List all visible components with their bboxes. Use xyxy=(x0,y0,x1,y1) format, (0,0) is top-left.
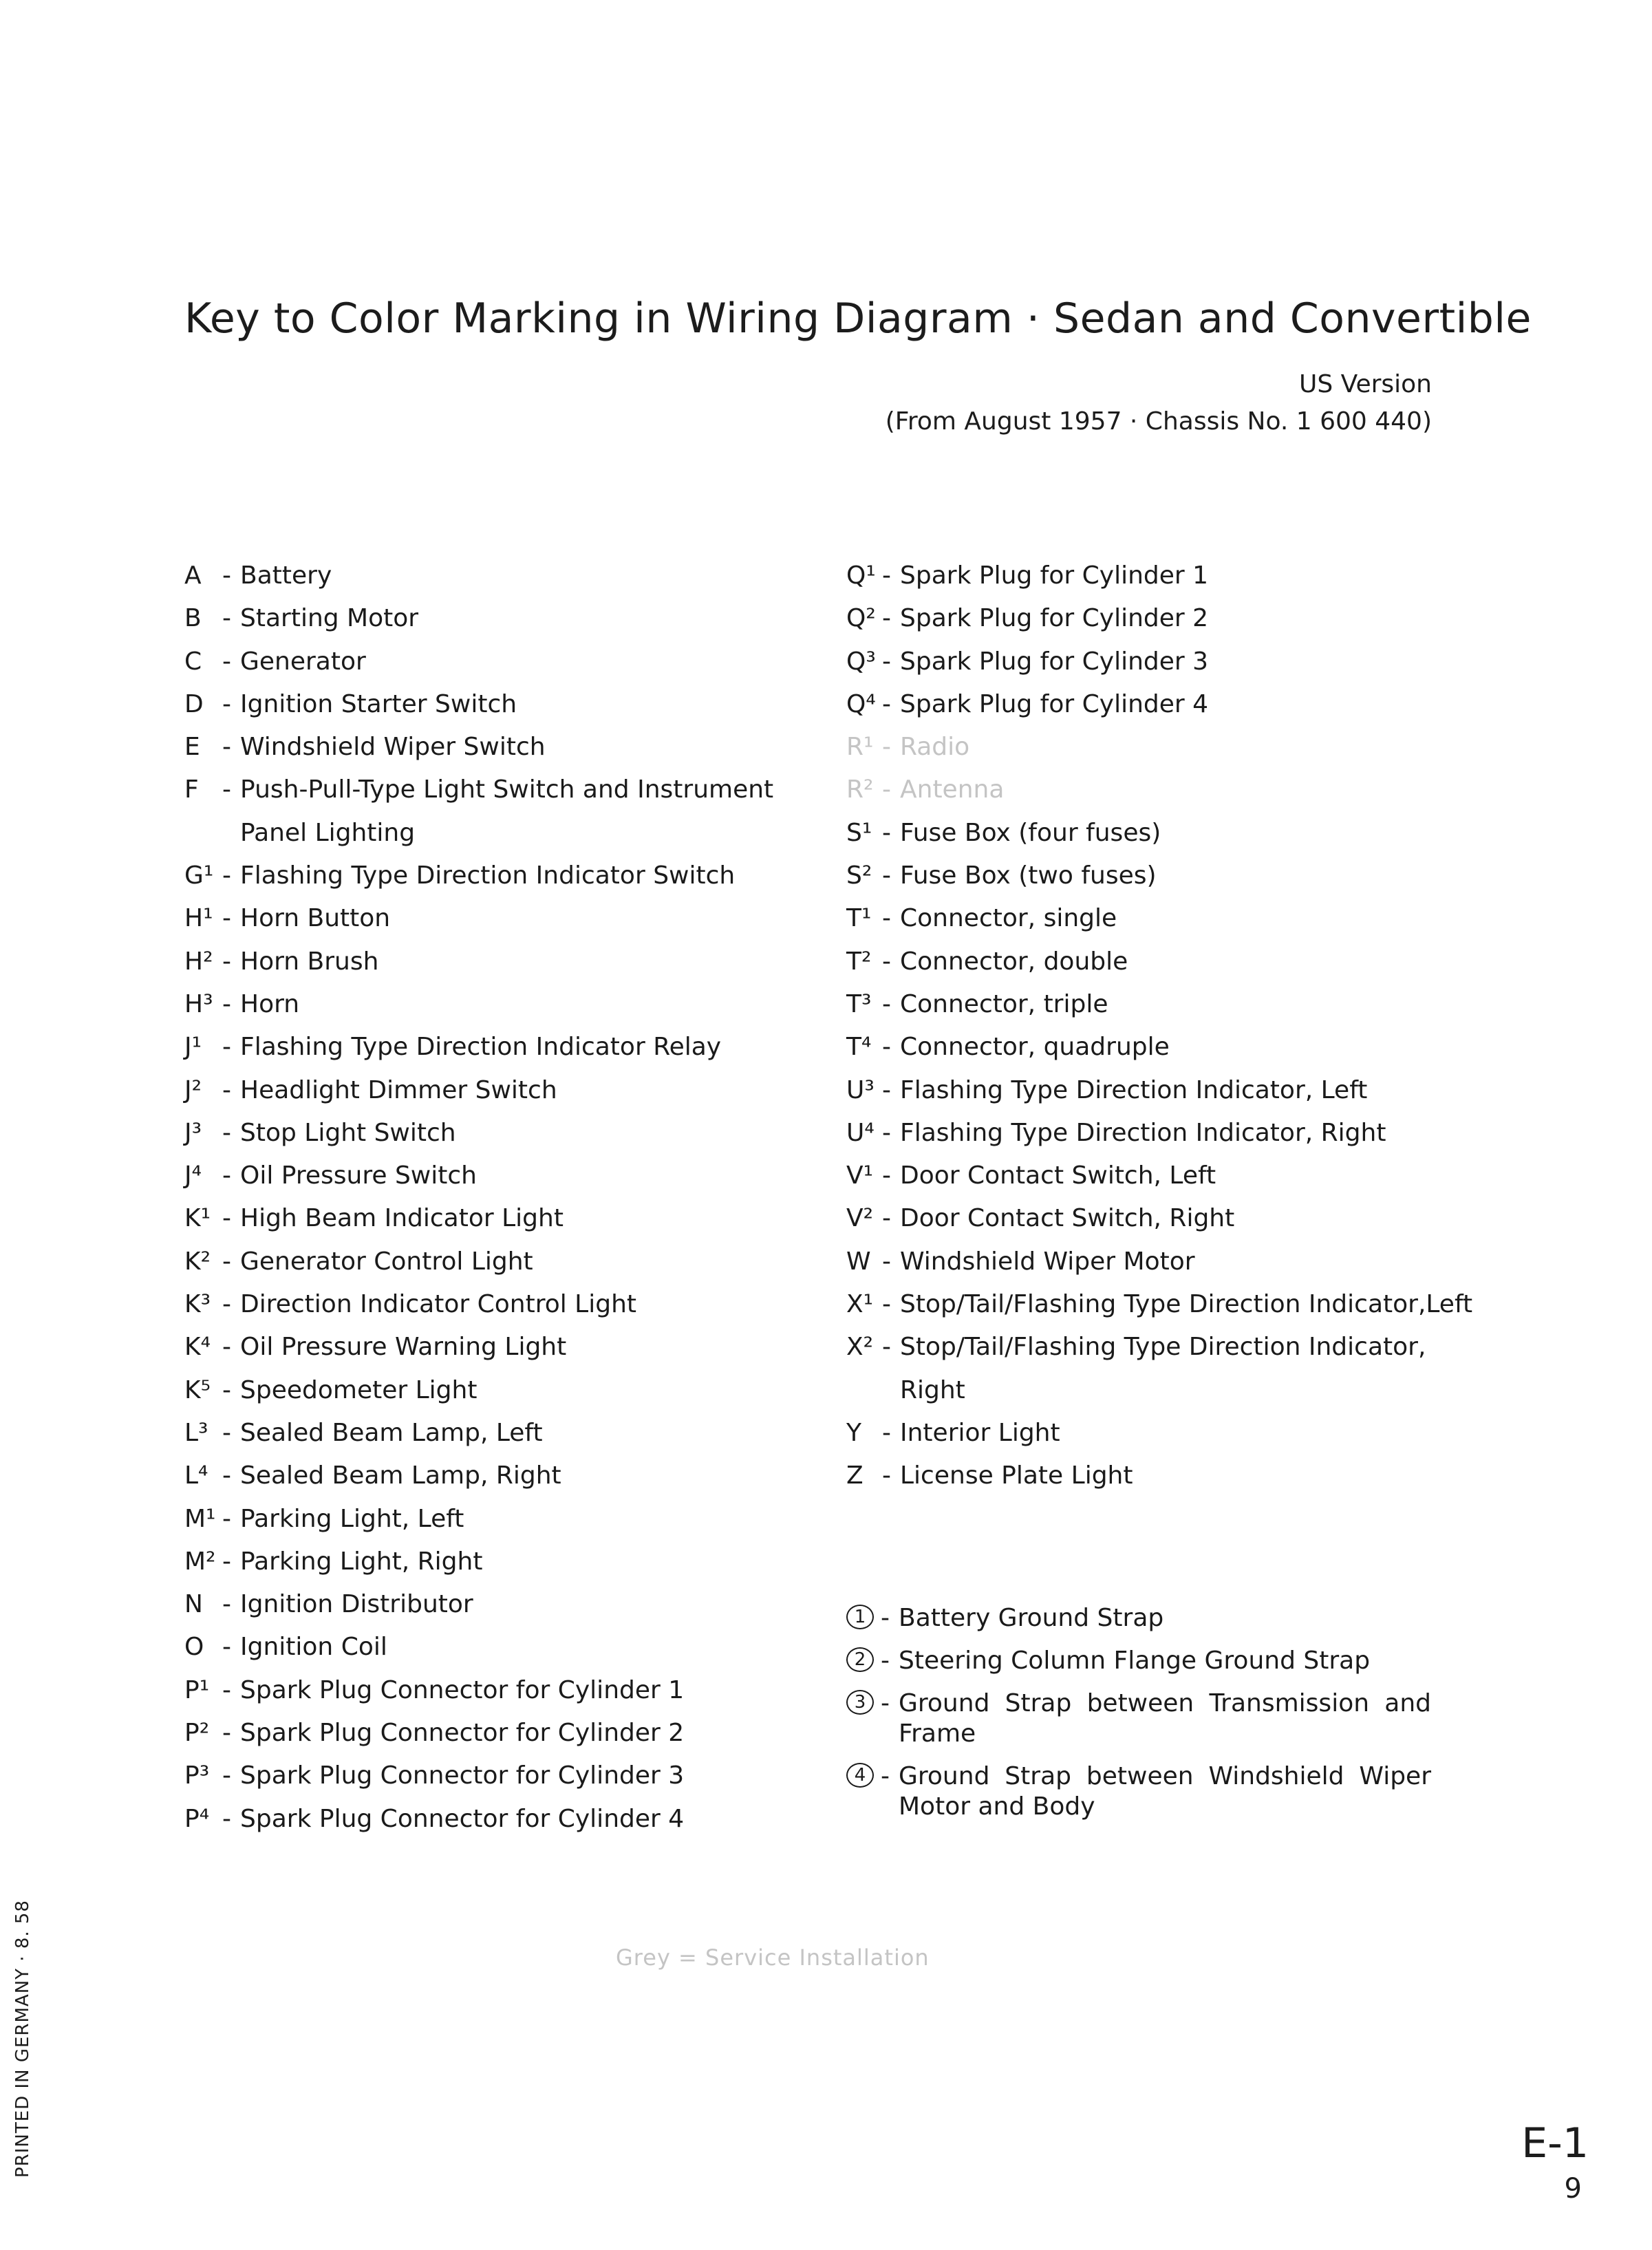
entry-dash: - xyxy=(881,1604,890,1632)
entry-description: Battery xyxy=(240,561,332,590)
entry-description: Spark Plug Connector for Cylinder 3 xyxy=(240,1761,685,1790)
entry-code: R¹ xyxy=(846,733,874,762)
entry-description: Generator xyxy=(240,647,366,676)
entry-dash: - xyxy=(222,1590,231,1619)
entry-code: D xyxy=(184,689,204,718)
legend-entry xyxy=(184,1455,776,1497)
entry-description: High Beam Indicator Light xyxy=(240,1204,564,1233)
entry-description: Spark Plug Connector for Cylinder 4 xyxy=(240,1804,685,1833)
entry-code: J³ xyxy=(184,1118,202,1147)
entry-description: Connector, double xyxy=(900,947,1128,976)
entry-code: T¹ xyxy=(846,904,872,933)
entry-dash: - xyxy=(222,1033,231,1062)
legend-entry xyxy=(184,1241,776,1283)
entry-description: Spark Plug for Cylinder 4 xyxy=(900,689,1209,718)
entry-description: Door Contact Switch, Right xyxy=(900,1204,1235,1233)
entry-code: N xyxy=(184,1590,203,1619)
legend-entry xyxy=(184,726,776,769)
entry-code: R² xyxy=(846,775,874,804)
entry-description: Parking Light, Right xyxy=(240,1547,483,1576)
legend-entry xyxy=(846,1197,1431,1240)
legend-entry xyxy=(846,812,1431,855)
entry-description: Fuse Box (two fuses) xyxy=(900,861,1157,890)
entry-description: Flashing Type Direction Indicator, Left xyxy=(900,1075,1368,1104)
entry-dash: - xyxy=(222,647,231,676)
legend-entry xyxy=(846,1326,1431,1369)
ground-strap-entry xyxy=(846,1646,1431,1676)
legend-entry xyxy=(846,555,1431,597)
entry-description: License Plate Light xyxy=(900,1461,1133,1490)
legend-entry xyxy=(184,597,776,640)
legend-entry xyxy=(184,1283,776,1326)
entry-code: P¹ xyxy=(184,1675,210,1704)
entry-code: M² xyxy=(184,1547,216,1576)
entry-description: Sealed Beam Lamp, Right xyxy=(240,1461,561,1490)
legend-entry xyxy=(846,1026,1431,1069)
entry-code: Q² xyxy=(846,604,876,633)
entry-dash: - xyxy=(882,989,891,1018)
entry-code: Y xyxy=(846,1418,861,1447)
entry-code: K¹ xyxy=(184,1204,211,1233)
entry-code: H² xyxy=(184,947,213,976)
entry-dash: - xyxy=(222,604,231,633)
entry-description: Connector, quadruple xyxy=(900,1033,1170,1062)
entry-code: J² xyxy=(184,1075,202,1104)
entry-description: Starting Motor xyxy=(240,604,419,633)
entry-dash: - xyxy=(222,1333,231,1362)
legend-entry xyxy=(846,641,1431,683)
entry-dash: - xyxy=(222,1161,231,1190)
entry-dash: - xyxy=(882,647,891,676)
entry-code: A xyxy=(184,561,202,590)
entry-code: F xyxy=(184,775,199,804)
legend-entry xyxy=(846,597,1431,640)
entry-description: Ignition Coil xyxy=(240,1633,387,1662)
entry-dash: - xyxy=(222,1547,231,1576)
entry-dash: - xyxy=(222,1461,231,1490)
entry-description: Horn xyxy=(240,989,300,1018)
legend-right-column xyxy=(846,555,1473,1498)
entry-code: E xyxy=(184,733,200,762)
entry-code: H¹ xyxy=(184,904,213,933)
entry-code: V² xyxy=(846,1204,874,1233)
legend-entry xyxy=(846,983,1431,1026)
entry-description: Flashing Type Direction Indicator Relay xyxy=(240,1033,722,1062)
ground-strap-description: Ground Strap between Windshield Wiper Motor and Body xyxy=(899,1762,1431,1821)
entry-dash: - xyxy=(882,1204,891,1233)
legend-entry xyxy=(846,855,1431,897)
entry-description: Stop Light Switch xyxy=(240,1118,456,1147)
ground-strap-entry xyxy=(846,1689,1431,1749)
entry-code: V¹ xyxy=(846,1161,874,1190)
legend-entry xyxy=(184,1626,776,1669)
entry-description: Fuse Box (four fuses) xyxy=(900,818,1161,847)
legend-entry xyxy=(184,1755,776,1797)
entry-code: X² xyxy=(846,1333,874,1362)
entry-dash: - xyxy=(222,1675,231,1704)
entry-code: W xyxy=(846,1247,871,1276)
ground-strap-description: Steering Column Flange Ground Strap xyxy=(899,1647,1371,1675)
entry-code: K⁵ xyxy=(184,1375,211,1404)
legend-entry xyxy=(184,1583,776,1626)
entry-description: Spark Plug for Cylinder 1 xyxy=(900,561,1209,590)
entry-description: Generator Control Light xyxy=(240,1247,533,1276)
entry-code: S² xyxy=(846,861,872,890)
version-label: US Version xyxy=(1298,370,1432,398)
entry-code: M¹ xyxy=(184,1504,216,1533)
entry-dash: - xyxy=(882,1290,891,1319)
entry-dash: - xyxy=(222,1804,231,1833)
entry-dash: - xyxy=(222,861,231,890)
legend-entry xyxy=(184,855,776,897)
entry-dash: - xyxy=(881,1762,890,1790)
legend-entry xyxy=(184,1669,776,1712)
legend-left-column xyxy=(184,555,776,1841)
section-code: E-1 xyxy=(1521,2119,1589,2167)
entry-dash: - xyxy=(222,904,231,933)
circled-number-icon: 4 xyxy=(846,1763,874,1788)
entry-dash: - xyxy=(222,1761,231,1790)
entry-dash: - xyxy=(882,561,891,590)
circled-number-icon: 1 xyxy=(846,1605,874,1629)
entry-code: L⁴ xyxy=(184,1461,208,1490)
entry-code: T³ xyxy=(846,989,872,1018)
legend-entry xyxy=(184,812,776,855)
entry-description: Spark Plug Connector for Cylinder 2 xyxy=(240,1719,685,1748)
entry-dash: - xyxy=(222,989,231,1018)
entry-code: K² xyxy=(184,1247,211,1276)
legend-entry xyxy=(184,1541,776,1583)
entry-description: Interior Light xyxy=(900,1418,1060,1447)
legend-entry xyxy=(846,726,1431,769)
entry-code: Q¹ xyxy=(846,561,876,590)
entry-description: Horn Brush xyxy=(240,947,379,976)
entry-dash: - xyxy=(881,1689,890,1717)
entry-description: Sealed Beam Lamp, Left xyxy=(240,1418,543,1447)
entry-dash: - xyxy=(882,1333,891,1362)
entry-code: O xyxy=(184,1633,204,1662)
ground-strap-entry xyxy=(846,1761,1431,1822)
legend-entry xyxy=(846,1241,1431,1283)
entry-dash: - xyxy=(222,1375,231,1404)
entry-dash: - xyxy=(882,775,891,804)
entry-dash: - xyxy=(222,1633,231,1662)
entry-dash: - xyxy=(882,1418,891,1447)
entry-description: Stop/Tail/Flashing Type Direction Indicator,Left xyxy=(900,1290,1473,1319)
ground-strap-list xyxy=(846,1603,1431,1834)
circled-number-icon: 2 xyxy=(846,1647,874,1672)
entry-code: P⁴ xyxy=(184,1804,210,1833)
entry-dash: - xyxy=(222,947,231,976)
entry-description: Antenna xyxy=(900,775,1005,804)
entry-dash: - xyxy=(222,1075,231,1104)
entry-dash: - xyxy=(222,1719,231,1748)
entry-code: X¹ xyxy=(846,1290,874,1319)
page-title: Key to Color Marking in Wiring Diagram · Sedan and Convertible xyxy=(184,294,1532,343)
legend-entry xyxy=(184,1326,776,1369)
legend-entry xyxy=(846,1155,1431,1197)
entry-dash: - xyxy=(882,689,891,718)
legend-entry xyxy=(184,1155,776,1197)
entry-description: Ignition Distributor xyxy=(240,1590,473,1619)
legend-entry xyxy=(846,1283,1473,1326)
legend-entry xyxy=(184,983,776,1026)
ground-strap-description: Battery Ground Strap xyxy=(899,1604,1164,1632)
legend-entry xyxy=(184,897,776,940)
entry-code: U³ xyxy=(846,1075,875,1104)
ground-strap-description: Ground Strap between Transmission and Frame xyxy=(899,1689,1431,1748)
legend-entry xyxy=(184,769,776,811)
entry-description: Oil Pressure Switch xyxy=(240,1161,477,1190)
entry-description: Spark Plug for Cylinder 3 xyxy=(900,647,1209,676)
legend-entry xyxy=(184,1712,776,1755)
chassis-range: (From August 1957 · Chassis No. 1 600 440) xyxy=(885,407,1432,436)
legend-entry xyxy=(846,941,1431,983)
legend-entry xyxy=(846,1112,1431,1155)
page-number: 9 xyxy=(1564,2173,1582,2205)
entry-code: H³ xyxy=(184,989,213,1018)
legend-entry xyxy=(846,1455,1431,1497)
legend-entry xyxy=(184,1069,776,1112)
entry-code: K³ xyxy=(184,1290,211,1319)
entry-dash: - xyxy=(882,1247,891,1276)
entry-description: Horn Button xyxy=(240,904,391,933)
legend-entry xyxy=(184,941,776,983)
legend-entry xyxy=(184,1798,776,1841)
legend-entry xyxy=(184,1026,776,1069)
legend-entry xyxy=(846,1369,1431,1412)
entry-description: Connector, single xyxy=(900,904,1117,933)
entry-dash: - xyxy=(881,1647,890,1675)
entry-dash: - xyxy=(882,1161,891,1190)
entry-description: Connector, triple xyxy=(900,989,1108,1018)
entry-description: Direction Indicator Control Light xyxy=(240,1290,637,1319)
legend-entry xyxy=(184,1498,776,1541)
entry-dash: - xyxy=(882,904,891,933)
entry-description: Push-Pull-Type Light Switch and Instrument xyxy=(240,775,774,804)
entry-dash: - xyxy=(882,604,891,633)
entry-dash: - xyxy=(882,818,891,847)
entry-description: Panel Lighting xyxy=(240,818,416,847)
entry-dash: - xyxy=(222,561,231,590)
entry-code: K⁴ xyxy=(184,1333,211,1362)
legend-entry xyxy=(184,1369,776,1412)
entry-code: J¹ xyxy=(184,1033,202,1062)
entry-dash: - xyxy=(222,1204,231,1233)
entry-dash: - xyxy=(222,1290,231,1319)
entry-description: Windshield Wiper Motor xyxy=(900,1247,1195,1276)
entry-dash: - xyxy=(882,1033,891,1062)
entry-dash: - xyxy=(222,1247,231,1276)
legend-entry xyxy=(846,683,1431,726)
legend-entry xyxy=(184,1412,776,1455)
entry-description: Ignition Starter Switch xyxy=(240,689,517,718)
entry-code: T² xyxy=(846,947,872,976)
entry-dash: - xyxy=(222,1118,231,1147)
entry-description: Stop/Tail/Flashing Type Direction Indicator, xyxy=(900,1333,1426,1362)
grey-footnote: Grey = Service Installation xyxy=(616,1944,930,1971)
entry-code: J⁴ xyxy=(184,1161,202,1190)
entry-description: Headlight Dimmer Switch xyxy=(240,1075,557,1104)
entry-description: Right xyxy=(900,1375,965,1404)
entry-code: Q³ xyxy=(846,647,876,676)
entry-dash: - xyxy=(882,861,891,890)
entry-code: L³ xyxy=(184,1418,208,1447)
entry-code: Z xyxy=(846,1461,863,1490)
entry-dash: - xyxy=(882,733,891,762)
legend-entry xyxy=(184,683,776,726)
entry-description: Spark Plug Connector for Cylinder 1 xyxy=(240,1675,685,1704)
entry-dash: - xyxy=(882,1118,891,1147)
entry-code: U⁴ xyxy=(846,1118,875,1147)
entry-description: Radio xyxy=(900,733,970,762)
entry-description: Speedometer Light xyxy=(240,1375,478,1404)
print-imprint: PRINTED IN GERMANY · 8. 58 xyxy=(12,1900,33,2178)
entry-code: P² xyxy=(184,1719,210,1748)
entry-description: Parking Light, Left xyxy=(240,1504,464,1533)
entry-dash: - xyxy=(882,947,891,976)
legend-entry xyxy=(184,1112,776,1155)
entry-code: P³ xyxy=(184,1761,210,1790)
entry-code: T⁴ xyxy=(846,1033,872,1062)
entry-dash: - xyxy=(882,1461,891,1490)
entry-dash: - xyxy=(222,775,231,804)
entry-description: Flashing Type Direction Indicator Switch xyxy=(240,861,736,890)
entry-description: Flashing Type Direction Indicator, Right xyxy=(900,1118,1386,1147)
legend-entry xyxy=(184,1197,776,1240)
legend-entry xyxy=(184,555,776,597)
entry-dash: - xyxy=(222,1418,231,1447)
entry-code: C xyxy=(184,647,202,676)
entry-description: Oil Pressure Warning Light xyxy=(240,1333,567,1362)
entry-description: Spark Plug for Cylinder 2 xyxy=(900,604,1209,633)
entry-dash: - xyxy=(882,1075,891,1104)
legend-entry xyxy=(846,897,1431,940)
legend-entry xyxy=(184,641,776,683)
entry-dash: - xyxy=(222,1504,231,1533)
entry-description: Windshield Wiper Switch xyxy=(240,733,546,762)
entry-description: Door Contact Switch, Left xyxy=(900,1161,1216,1190)
entry-dash: - xyxy=(222,733,231,762)
circled-number-icon: 3 xyxy=(846,1690,874,1715)
legend-entry xyxy=(846,1412,1431,1455)
entry-code: S¹ xyxy=(846,818,872,847)
ground-strap-entry xyxy=(846,1603,1431,1633)
entry-code: Q⁴ xyxy=(846,689,876,718)
entry-dash: - xyxy=(222,689,231,718)
legend-entry xyxy=(846,769,1431,811)
legend-entry xyxy=(846,1069,1431,1112)
entry-code: G¹ xyxy=(184,861,214,890)
entry-code: B xyxy=(184,604,202,633)
